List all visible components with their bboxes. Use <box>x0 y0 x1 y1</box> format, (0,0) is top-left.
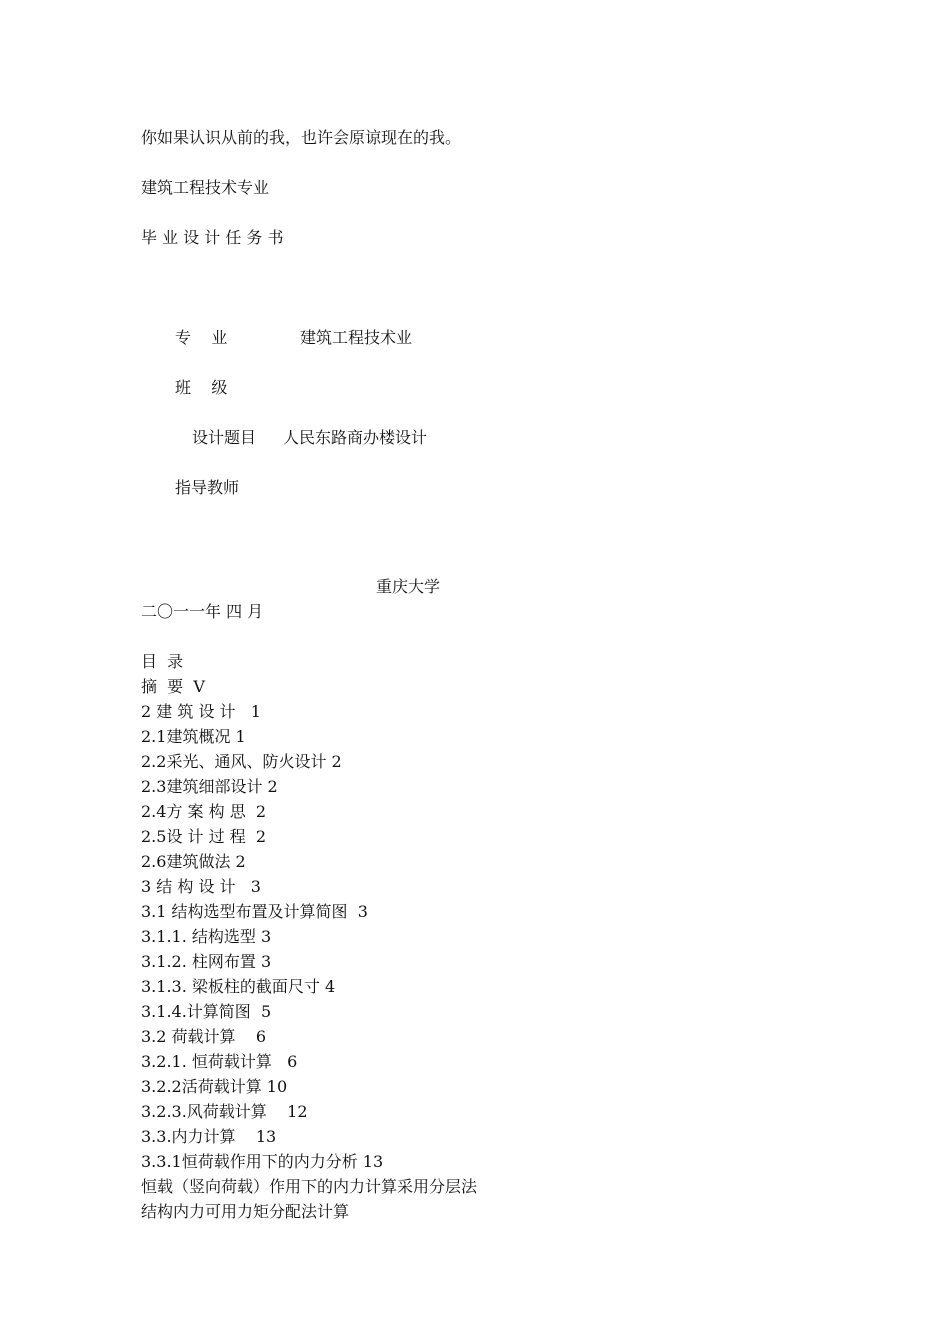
toc-entry: 3.2.3.风荷载计算 12 <box>141 1102 308 1121</box>
toc-entry: 2.4方 案 构 思 2 <box>141 802 267 821</box>
major-value: 建筑工程技术业 <box>300 328 413 347</box>
toc-entry: 2.1建筑概况 1 <box>141 727 246 746</box>
university-name: 重庆大学 <box>376 577 441 596</box>
intro-line: 你如果认识从前的我，也许会原谅现在的我。 <box>141 128 462 147</box>
toc-title: 目 录 <box>141 652 184 671</box>
toc-entry: 摘 要 V <box>141 677 205 696</box>
toc-entry: 3.1.1. 结构选型 3 <box>141 927 272 946</box>
toc-entry: 3.2 荷载计算 6 <box>141 1027 267 1046</box>
toc-entry: 2.6建筑做法 2 <box>141 852 246 871</box>
toc-entry: 3.1.4.计算简图 5 <box>141 1002 272 1021</box>
toc-entry: 3.2.1. 恒荷载计算 6 <box>141 1052 298 1071</box>
document-title: 毕 业 设 计 任 务 书 <box>141 228 284 247</box>
major-label: 专 业 <box>175 328 228 347</box>
document-date: 二〇一一年 四 月 <box>141 602 264 621</box>
toc-entry: 恒载（竖向荷载）作用下的内力计算采用分层法 <box>141 1177 478 1196</box>
toc-entry: 3.2.2活荷载计算 10 <box>141 1077 288 1096</box>
topic-value: 人民东路商办楼设计 <box>283 428 428 447</box>
toc-entry: 3.3.内力计算 13 <box>141 1127 277 1146</box>
toc-entry: 3 结 构 设 计 3 <box>141 877 261 896</box>
toc-entry: 结构内力可用力矩分配法计算 <box>141 1202 350 1221</box>
advisor-label: 指导教师 <box>175 478 240 497</box>
toc-entry: 2.2采光、通风、防火设计 2 <box>141 752 342 771</box>
major-heading: 建筑工程技术专业 <box>141 178 270 197</box>
toc-entry: 3.3.1恒荷载作用下的内力分析 13 <box>141 1152 384 1171</box>
toc-entry: 3.1 结构选型布置及计算简图 3 <box>141 902 368 921</box>
class-label: 班 级 <box>175 378 228 397</box>
topic-label: 设计题目 <box>192 428 257 447</box>
toc-entry: 2.5设 计 过 程 2 <box>141 827 267 846</box>
toc-entry: 2.3建筑细部设计 2 <box>141 777 278 796</box>
toc-entry: 3.1.3. 梁板柱的截面尺寸 4 <box>141 977 336 996</box>
toc-entry: 2 建 筑 设 计 1 <box>141 702 261 721</box>
toc-entry: 3.1.2. 柱网布置 3 <box>141 952 272 971</box>
